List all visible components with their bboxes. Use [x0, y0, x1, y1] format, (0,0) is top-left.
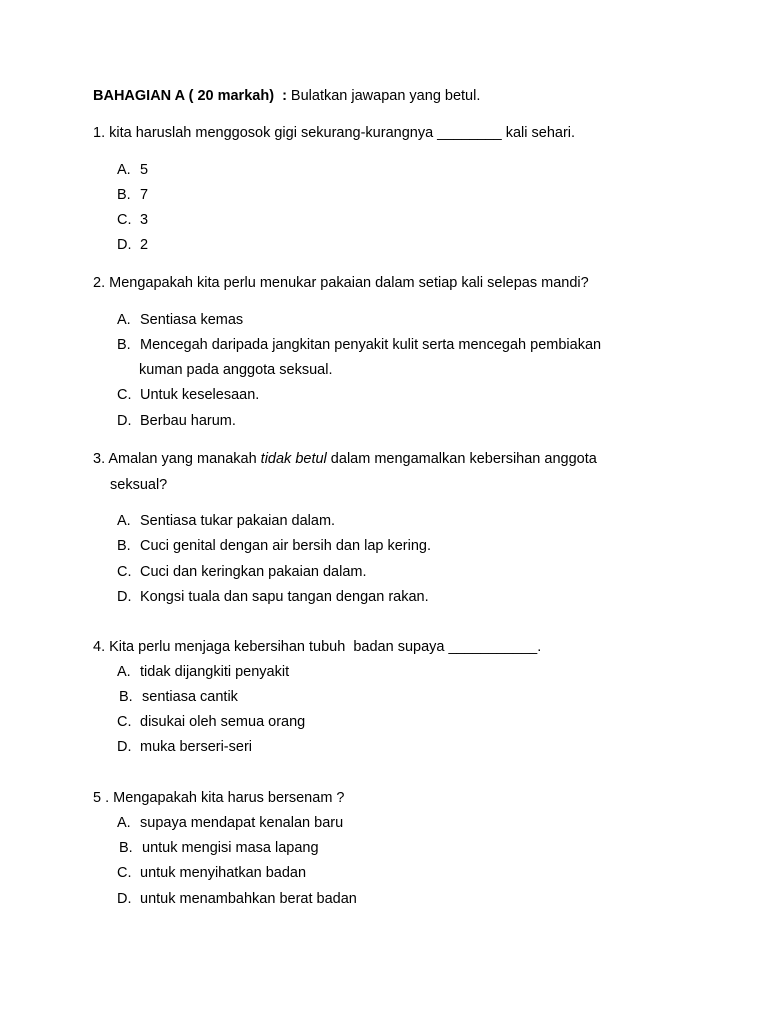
- option-text: untuk mengisi masa lapang: [142, 840, 319, 856]
- option-text: tidak dijangkiti penyakit: [140, 664, 290, 680]
- question-3-text-italic: tidak betul: [260, 451, 327, 467]
- option-text: Sentiasa tukar pakaian dalam.: [140, 513, 336, 529]
- option-letter: C.: [117, 212, 132, 228]
- question-4-option-b: [119, 688, 238, 706]
- option-letter: A.: [117, 815, 131, 831]
- option-letter: C.: [117, 865, 132, 881]
- option-letter: D.: [117, 891, 132, 907]
- option-text: Cuci dan keringkan pakaian dalam.: [140, 564, 367, 580]
- option-letter: C.: [117, 714, 132, 730]
- option-letter: A.: [117, 312, 131, 328]
- question-5-option-c: [117, 864, 306, 882]
- question-3-text-before: 3. Amalan yang manakah: [93, 451, 261, 467]
- section-header: [93, 87, 480, 105]
- option-text: 7: [140, 187, 149, 203]
- option-text: 5: [140, 162, 149, 178]
- question-2-option-d: [117, 412, 236, 430]
- question-2-option-a: [117, 311, 243, 329]
- option-letter: B.: [119, 689, 133, 705]
- section-instruction: Bulatkan jawapan yang betul.: [286, 88, 481, 104]
- option-text: untuk menambahkan berat badan: [140, 891, 357, 907]
- option-letter: B.: [117, 337, 131, 353]
- question-2-option-b-continued: kuman pada anggota seksual.: [139, 362, 333, 378]
- question-3-option-c: [117, 563, 367, 581]
- option-letter: D.: [117, 237, 132, 253]
- option-text: Mencegah daripada jangkitan penyakit kulit serta mencegah pembiakan: [140, 337, 602, 353]
- option-text: Berbau harum.: [140, 413, 236, 429]
- question-1-text: 1. kita haruslah menggosok gigi sekurang-kurangnya ________ kali sehari.: [93, 125, 576, 141]
- question-3-option-a: [117, 512, 335, 530]
- option-letter: D.: [117, 739, 132, 755]
- question-5-text: 5 . Mengapakah kita harus bersenam ?: [93, 790, 345, 806]
- question-2-option-c: [117, 386, 259, 404]
- question-1-option-d: [117, 236, 148, 254]
- question-2-option-b: [117, 336, 601, 354]
- option-letter: D.: [117, 413, 132, 429]
- option-letter: B.: [117, 538, 131, 554]
- question-4-option-d: [117, 738, 252, 756]
- option-letter: C.: [117, 564, 132, 580]
- question-2-text: 2. Mengapakah kita perlu menukar pakaian dalam setiap kali selepas mandi?: [93, 275, 589, 291]
- option-letter: B.: [119, 840, 133, 856]
- question-5-option-a: [117, 814, 343, 832]
- question-3-text-after: dalam mengamalkan kebersihan anggota: [326, 451, 597, 467]
- question-4-text: 4. Kita perlu menjaga kebersihan tubuh badan supaya ___________.: [93, 639, 542, 655]
- option-letter: B.: [117, 187, 131, 203]
- question-1-option-c: [117, 211, 148, 229]
- option-letter: A.: [117, 664, 131, 680]
- option-text: 2: [140, 237, 149, 253]
- option-letter: A.: [117, 162, 131, 178]
- option-text: disukai oleh semua orang: [140, 714, 306, 730]
- option-text: 3: [140, 212, 149, 228]
- question-5-option-b: [119, 839, 319, 857]
- question-3-text: [93, 450, 597, 468]
- option-text: Kongsi tuala dan sapu tangan dengan rakan.: [140, 589, 429, 605]
- option-text: Untuk keselesaan.: [140, 387, 260, 403]
- question-1-option-b: [117, 186, 148, 204]
- option-text: untuk menyihatkan badan: [140, 865, 307, 881]
- option-letter: A.: [117, 513, 131, 529]
- section-title: BAHAGIAN A ( 20 markah) :: [93, 88, 287, 104]
- question-4-option-a: [117, 663, 289, 681]
- option-letter: C.: [117, 387, 132, 403]
- option-text: Cuci genital dengan air bersih dan lap kering.: [140, 538, 431, 554]
- question-5-option-d: [117, 890, 357, 908]
- option-text: Sentiasa kemas: [140, 312, 244, 328]
- question-4-option-c: [117, 713, 305, 731]
- question-3-option-b: [117, 537, 431, 555]
- question-3-option-d: [117, 588, 429, 606]
- option-text: supaya mendapat kenalan baru: [140, 815, 344, 831]
- question-1-option-a: [117, 161, 148, 179]
- option-text: sentiasa cantik: [142, 689, 238, 705]
- option-text: muka berseri-seri: [140, 739, 252, 755]
- question-3-text-continued: seksual?: [110, 477, 168, 493]
- option-letter: D.: [117, 589, 132, 605]
